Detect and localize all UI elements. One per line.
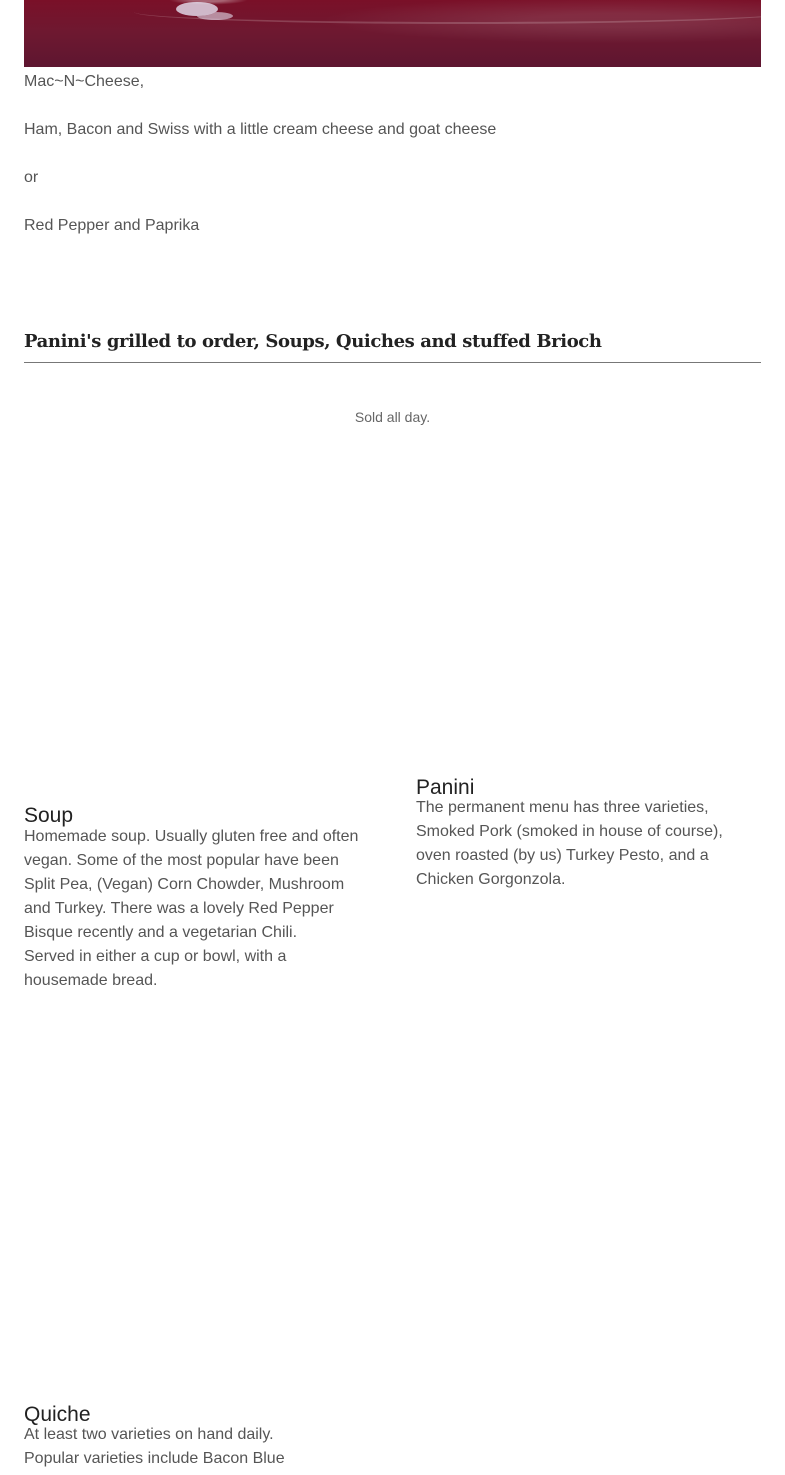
- menu-line-mac-n-cheese: Mac~N~Cheese,: [24, 73, 145, 90]
- quiche-description: At least two varieties on hand daily. Popular varieties include Bacon Blue: [24, 1426, 285, 1467]
- panini-description: The permanent menu has three varieties, Smoked Pork (smoked in house of course), oven roasted (by us) Turkey Pesto, and a Chicken Gorgonzola.: [416, 799, 723, 888]
- menu-line-or: or: [24, 169, 39, 186]
- quiche-title: Quiche: [24, 1403, 91, 1426]
- menu-line-red-pepper-paprika: Red Pepper and Paprika: [24, 217, 200, 234]
- section-heading: Panini's grilled to order, Soups, Quiches and stuffed Brioch: [24, 330, 602, 352]
- sold-all-day-note: Sold all day.: [354, 409, 431, 425]
- food-photo: [24, 0, 761, 67]
- menu-line-ham-bacon-swiss: Ham, Bacon and Swiss with a little cream cheese and goat cheese: [24, 121, 497, 138]
- section-divider: [24, 362, 761, 363]
- soup-title: Soup: [24, 804, 74, 827]
- panini-title: Panini: [416, 776, 475, 799]
- soup-description: Homemade soup. Usually gluten free and often vegan. Some of the most popular have been Split Pea, (Vegan) Corn Chowder, Mushroom and Turkey. There was a lovely Red Pepper Bisque recently and a vegetarian Chili. Served in either a cup or bowl, with a housemade bread.: [24, 828, 359, 989]
